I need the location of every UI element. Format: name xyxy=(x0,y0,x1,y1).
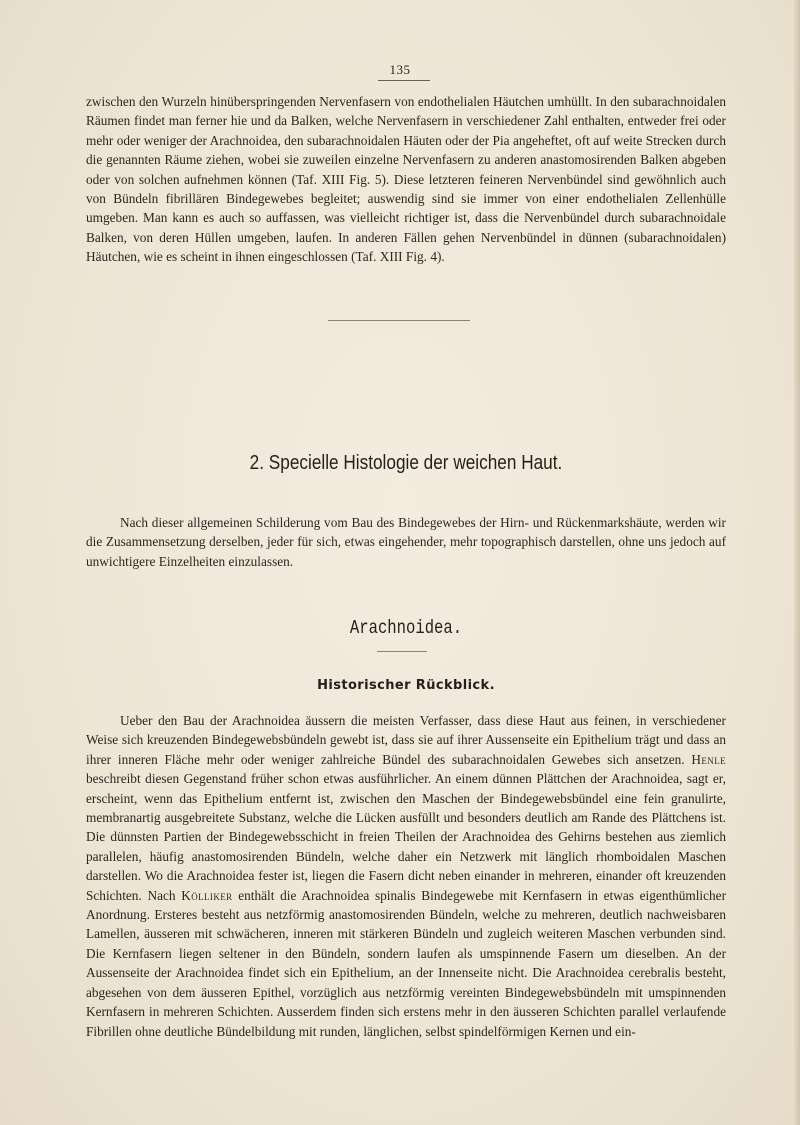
subsubsection-heading: Historischer Rückblick. xyxy=(317,678,495,693)
text-segment: Ueber den Bau der Arachnoidea äussern die meisten Verfasser, dass diese Haut aus feinen, in verschiedener Weise sich kreuzenden Bindegewebsbündeln gewebt ist, dass sie auf ihrer Aussenseite ein Epithelium trägt und dass an ihrer inneren Fläche mehr oder weniger zahlreiche Bündel des subarachnoidalen Gewebes sich ansetzen. xyxy=(86,713,726,767)
paragraph-introduction: Nach dieser allgemeinen Schilderung vom Bau des Bindegewebes der Hirn- und Rückenmarkshäute, werden wir die Zusammensetzung derselben, jeder für sich, etwas eingehender, mehr topographisch darstellen, ohne uns jedoch auf unwichtigere Einzelheiten einzulassen. xyxy=(86,515,726,569)
section-heading: 2. Specielle Histologie der weichen Haut. xyxy=(249,452,563,474)
author-name-henle: Henle xyxy=(691,751,726,767)
page-number-underline xyxy=(378,80,430,81)
author-name-koelliker: Kölliker xyxy=(181,887,233,903)
section-divider xyxy=(328,320,470,321)
page-number: 135 xyxy=(389,62,411,77)
paragraph-continuation: zwischen den Wurzeln hinüberspringenden Nervenfasern von endothelialen Häutchen umhüllt. In den subarachnoidalen Räumen findet man ferner hie und da Balken, welche Nervenfasern in verschiedener Zahl enthalten, entweder frei oder mehr oder weniger der Arachnoidea, den subarachnoidalen Häuten oder der Pia angeheftet, oft auf weite Strecken durch die genannten Räume ziehen, wobei sie zuweilen einzelne Nervenfasern zu anderen anastomosirenden Balken abgeben oder von solchen aufnehmen können (Taf. XIII Fig. 5). Diese letzteren feineren Nervenbündel sind gewöhnlich auch von Bündeln fibrillären Bindegewebes begleitet; auswendig sind sie immer von einer endothelialen Zellenhülle umgeben. Man kann es auch so auffassen, was vielleicht richtiger ist, dass die Nervenbündel durch subarachnoidale Balken, von deren Hüllen umgeben, laufen. In anderen Fällen gehen Nervenbündel in dünnen (subarachnoidalen) Häutchen, wie es scheint in ihnen eingeschlossen (Taf. XIII Fig. 4). xyxy=(86,94,726,265)
page-edge xyxy=(794,0,800,1125)
paragraph-historical-review xyxy=(86,711,726,1041)
text-segment: enthält die Arachnoidea spinalis Bindegewebe mit Kernfasern in etwas eigenthümlicher Anordnung. Ersteres besteht aus netzförmig anastomosirenden Bündeln, welche zu mehreren, deutlich nachweisbaren Lamellen, äusseren mit schwächeren, inneren mit stärkeren Bündeln und zugleich weiteren Maschen verbunden sind. Die Kernfasern liegen seltener in den Bündeln, sondern laufen als umspinnende Fasern um dieselben. An der Aussenseite der Arachnoidea findet sich ein Epithelium, an der Innenseite nicht. Die Arachnoidea cerebralis besteht, abgesehen von dem äusseren Epithel, vorzüglich aus netzförmig vereinten Bindegewebsbündeln mit umspinnenden Kernfasern in mehreren Schichten. Ausserdem finden sich erstens mehr in den äusseren Schichten parallel verlaufende Fibrillen ohne deutliche Bündelbildung mit runden, länglichen, selbst spindelförmigen Kernen und ein- xyxy=(86,887,727,1039)
text-segment: beschreibt diesen Gegenstand früher schon etwas ausführlicher. An einem dünnen Plättchen der Arachnoidea, sagt er, erscheint, wenn das Epithelium entfernt ist, zwischen den Maschen der Bindegewebsbündel eine fein granulirte, membranartig ausgebreitete Substanz, welche die Lücken ausfüllt und besonders deutlich am Rande des Plättchens ist. Die dünnsten Partien der Bindegewebsschicht in freien Theilen der Arachnoidea des Gehirns bestehen aus ziemlich parallelen, häufig anastomosirenden Bündeln, welche daher ein Netzwerk mit länglich rhomboidalen Maschen darstellen. Wo die Arachnoidea fester ist, liegen die Fasern dicht neben einander in mehreren, einander oft kreuzenden Schichten. Nach xyxy=(86,771,726,903)
subsection-heading: Arachnoidea. xyxy=(349,617,463,639)
subsection-divider xyxy=(377,651,427,652)
